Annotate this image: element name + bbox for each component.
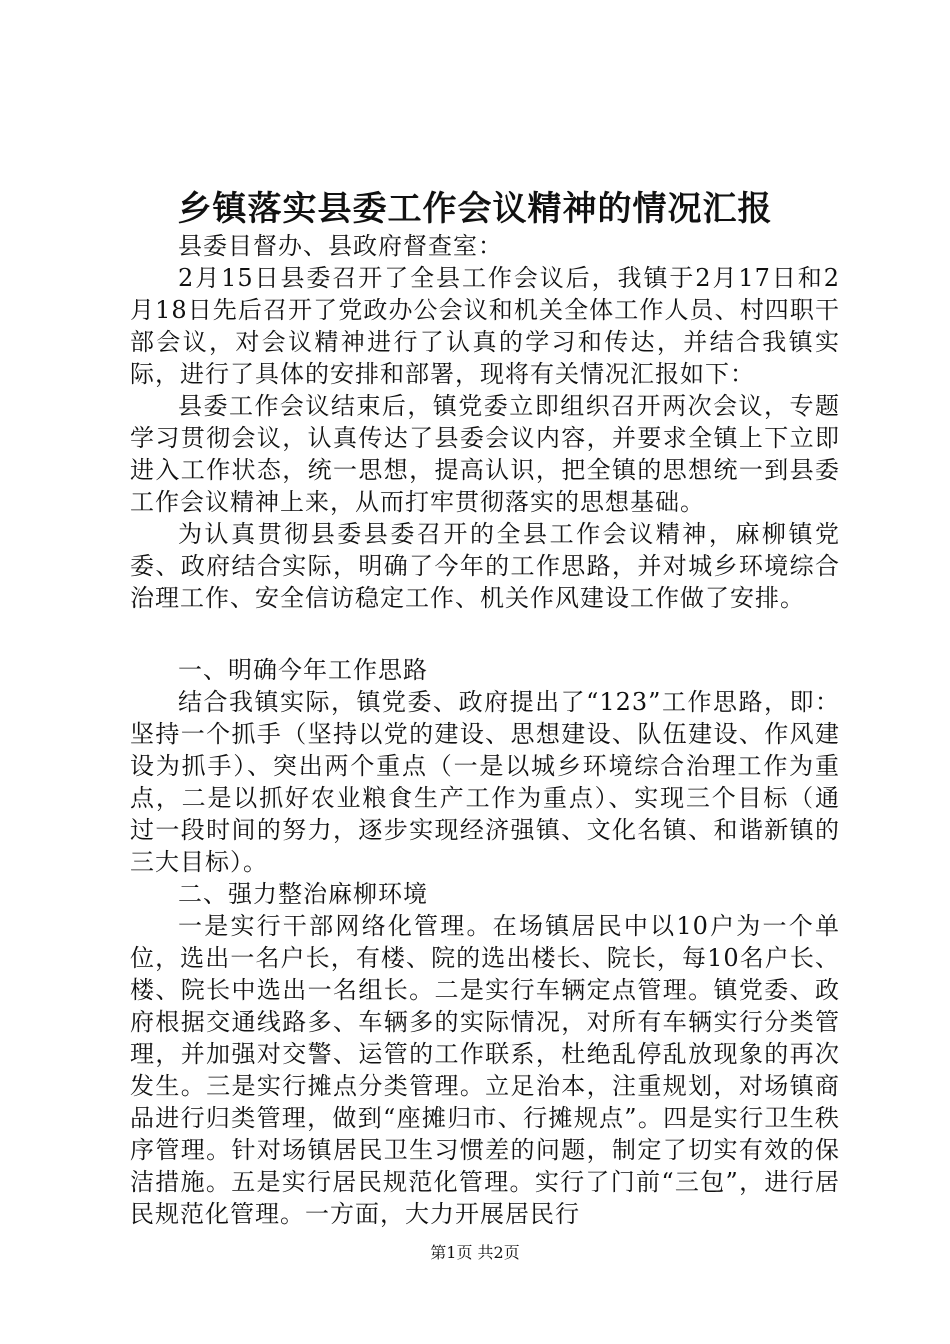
salutation: 县委目督办、县政府督查室： [178, 232, 503, 260]
section-heading-2: 二、强力整治麻柳环境 [178, 880, 428, 908]
paragraph-intro: 2月15日县委召开了全县工作会议后，我镇于2月17日和2月18日先后召开了党政办公会议和机关全体工作人员、村四职干部会议，对会议精神进行了认真的学习和传达，并结合我镇实际，进行了具体的安排和部署，现将有关情况汇报如下： [130, 264, 840, 388]
section-heading-1: 一、明确今年工作思路 [178, 656, 428, 684]
document-title: 乡镇落实县委工作会议精神的情况汇报 [177, 189, 773, 229]
document-body [130, 230, 840, 1230]
section-paragraph-2: 一是实行干部网络化管理。在场镇居民中以10户为一个单位，选出一名户长，有楼、院的选出楼长、院长，每10名户长、楼、院长中选出一名组长。二是实行车辆定点管理。镇党委、政府根据交通线路多、车辆多的实际情况，对所有车辆实行分类管理，并加强对交警、运管的工作联系，杜绝乱停乱放现象的再次发生。三是实行摊点分类管理。立足治本，注重规划，对场镇商品进行归类管理，做到“座摊归市、行摊规点”。四是实行卫生秩序管理。针对场镇居民卫生习惯差的问题，制定了切实有效的保洁措施。五是实行居民规范化管理。实行了门前“三包”，进行居民规范化管理。一方面，大力开展居民行 [130, 912, 840, 1228]
paragraph-arrangement: 为认真贯彻县委县委召开的全县工作会议精神，麻柳镇党委、政府结合实际，明确了今年的工作思路，并对城乡环境综合治理工作、安全信访稳定工作、机关作风建设工作做了安排。 [130, 520, 840, 612]
section-paragraph-1: 结合我镇实际，镇党委、政府提出了“123”工作思路，即：坚持一个抓手（坚持以党的建设、思想建设、队伍建设、作风建设为抓手）、突出两个重点（一是以城乡环境综合治理工作为重点，二是以抓好农业粮食生产工作为重点）、实现三个目标（通过一段时间的努力，逐步实现经济强镇、文化名镇、和谐新镇的三大目标）。 [130, 688, 840, 876]
page-number-footer: 第1页 共2页 [430, 1243, 520, 1262]
paragraph-meeting: 县委工作会议结束后，镇党委立即组织召开两次会议，专题学习贯彻会议，认真传达了县委会议内容，并要求全镇上下立即进入工作状态，统一思想，提高认识，把全镇的思想统一到县委工作会议精神上来，从而打牢贯彻落实的思想基础。 [130, 392, 840, 516]
paragraph-spacer [130, 614, 840, 654]
